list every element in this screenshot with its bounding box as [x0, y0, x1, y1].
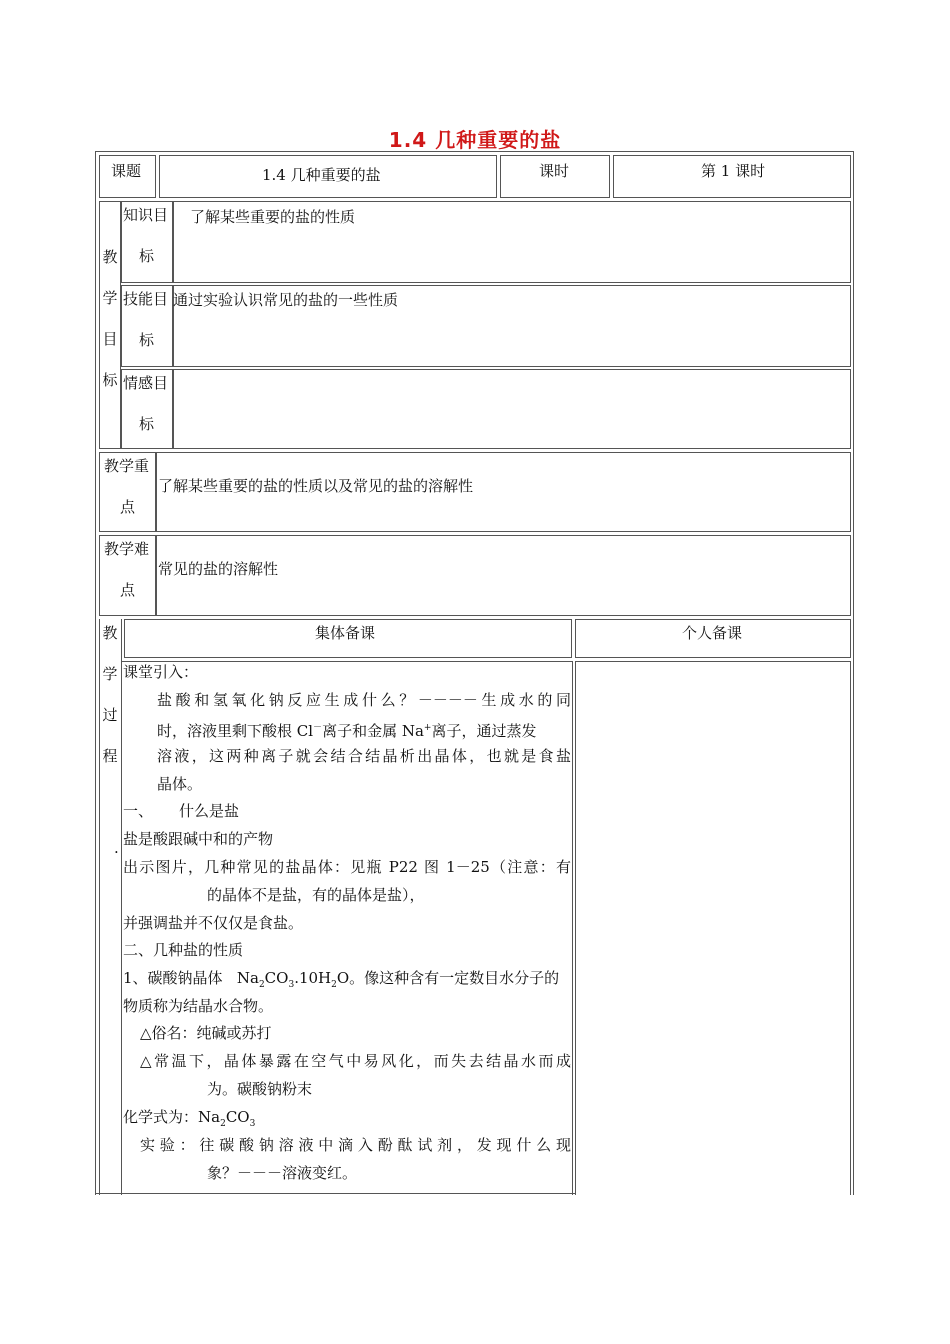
superscript: － [313, 723, 323, 733]
content-line: 出示图片，几种常见的盐晶体：见瓶 P22 图 1－25（注意：有 [123, 858, 571, 876]
emotion-value-cell [173, 369, 851, 449]
content-line: 象？－－－溶液变红。 [207, 1164, 358, 1182]
formula-text: CO [264, 969, 289, 987]
content-text: 时，溶液里剩下酸根 Cl [157, 722, 314, 740]
process-label-char: 过 [102, 706, 118, 724]
objectives-label-char: 标 [102, 371, 118, 389]
knowledge-label: 标 [139, 247, 155, 265]
knowledge-value: 了解某些重要的盐的性质 [190, 208, 356, 226]
formula-text: CO [225, 1108, 250, 1126]
formula-text: Na [236, 969, 259, 987]
topic-value: 1.4 几种重要的盐 [262, 166, 381, 184]
subscript: 2 [220, 1119, 226, 1129]
subscript: 2 [258, 980, 265, 990]
skill-label: 标 [139, 331, 155, 349]
emotion-label: 情感目 [123, 374, 169, 392]
section-heading: 什么是盐 [179, 802, 240, 820]
intro-heading: 课堂引入： [123, 663, 199, 681]
process-bottom-border [95, 1193, 575, 1194]
content-line [157, 718, 571, 741]
objectives-label-char: 学 [102, 289, 118, 307]
formula-text: .10H [294, 969, 332, 987]
objectives-label-char: 目 [102, 330, 118, 348]
objectives-label-char: 教 [102, 248, 118, 266]
section-number: 一、 [123, 802, 154, 820]
content-line: 为。碳酸钠粉末 [207, 1080, 313, 1098]
process-label-char: 学 [102, 665, 118, 683]
content-line: 盐是酸跟碱中和的产物 [123, 830, 274, 848]
content-text: 离子，通过蒸发 [431, 722, 537, 740]
content-line: △常温下，晶体暴露在空气中易风化，而失去结晶水而成 [140, 1052, 571, 1070]
content-line: 盐酸和氢氧化钠反应生成什么？－－－－生成水的同 [157, 691, 571, 709]
superscript: + [423, 723, 432, 733]
emotion-label: 标 [139, 415, 155, 433]
period-label: 课时 [539, 162, 570, 180]
subscript: 3 [249, 1119, 256, 1129]
section-heading: 二、几种盐的性质 [123, 941, 244, 959]
key-point-label: 点 [120, 498, 136, 516]
content-text: O。像这种含有一定数目水分子的 [336, 969, 560, 987]
process-label-char: 教 [102, 624, 118, 642]
personal-content-cell [575, 661, 851, 1195]
content-text: 1、碳酸钠晶体 [123, 969, 223, 987]
content-text: 化学式为：Na [123, 1108, 221, 1126]
content-line [123, 1107, 255, 1134]
knowledge-label: 知识目 [123, 206, 169, 224]
content-line: 晶体。 [157, 775, 203, 793]
content-line: 溶液，这两种离子就会结合结晶析出晶体，也就是食盐 [157, 747, 571, 765]
key-point-label: 教学重 [104, 457, 150, 475]
skill-value: 通过实验认识常见的盐的一些性质 [173, 291, 399, 309]
difficulty-label: 点 [120, 581, 136, 599]
difficulty-value: 常见的盐的溶解性 [158, 560, 279, 578]
key-point-value: 了解某些重要的盐的性质以及常见的盐的溶解性 [158, 477, 474, 495]
subscript: 2 [331, 980, 337, 990]
topic-label: 课题 [111, 162, 142, 180]
content-line [123, 968, 571, 995]
stray-dot: . [114, 839, 119, 857]
collective-header: 集体备课 [315, 624, 376, 642]
content-text: 离子和金属 Na [322, 722, 424, 740]
page-title: 1.4 几种重要的盐 [388, 128, 562, 152]
content-line: 实验：往碳酸钠溶液中滴入酚酞试剂，发现什么现 [140, 1136, 571, 1154]
content-line: 物质称为结晶水合物。 [123, 997, 274, 1015]
objectives-group-cell [99, 201, 121, 449]
subscript: 3 [288, 980, 295, 990]
process-label-char: 程 [102, 747, 118, 765]
content-line: 并强调盐并不仅仅是食盐。 [123, 914, 304, 932]
difficulty-label: 教学难 [104, 540, 150, 558]
content-line: 的晶体不是盐，有的晶体是盐）， [207, 886, 425, 904]
personal-header: 个人备课 [682, 624, 743, 642]
content-line: △俗名：纯碱或苏打 [140, 1024, 272, 1042]
skill-label: 技能目 [123, 290, 169, 308]
period-value: 第 1 课时 [701, 162, 766, 180]
